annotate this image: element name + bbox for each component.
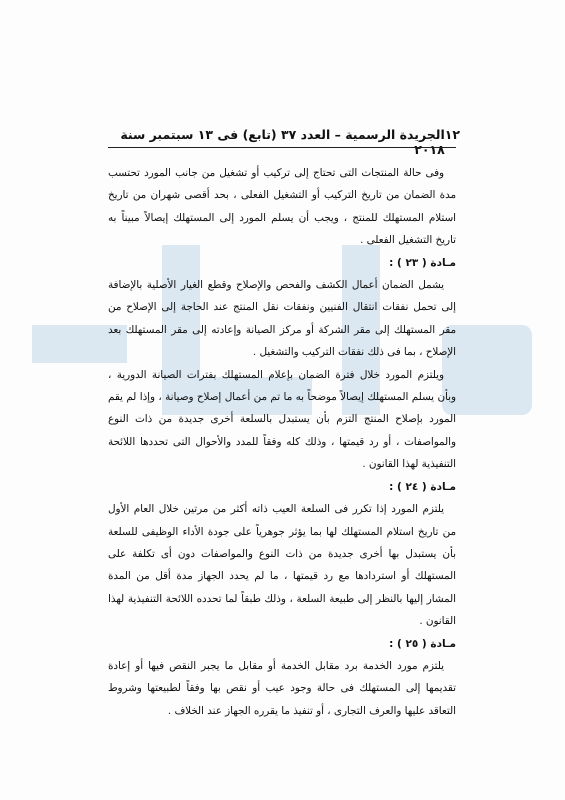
- article-heading: مـادة ( ٢٥ ) :: [389, 637, 456, 650]
- paragraph: يشمل الضمان أعمال الكشف والفحص والإصلاح وقطع الغيار الأصلية بالإضافة إلى تحمل نفقات انتقال الفنيين ونفقات نقل المنتج عند الحاجة إلى الإصلاح من مقر المستهلك إلى مقر الشركة أو مركز الصيانة وإعادته إلى مقر المستهلك بعد الإصلاح ، بما فى ذلك نفقات التركيب والتشغيل .: [108, 279, 456, 359]
- running-header: [110, 127, 460, 157]
- page-number: ١٢: [444, 127, 460, 142]
- paragraph: يلتزم مورد الخدمة برد مقابل الخدمة أو مقابل ما يجبر النقص فيها أو إعادة تقديمها إلى المستهلك فى حالة وجود عيب أو نقص بها وفقاً لطبيعتها وشروط التعاقد عليها والعرف التجارى ، أو تنفيذ ما يقرره الجهاز عند الخلاف .: [108, 659, 456, 717]
- running-title: الجريدة الرسمية – العدد ٣٧ (تابع) فى ١٣ سبتمبر سنة ٢٠١٨: [120, 127, 445, 157]
- paragraph: ويلتزم المورد خلال فترة الضمان بإعلام المستهلك بفترات الصيانة الدورية ، وبأن يسلم المستهلك إيصالاً موضحاً به ما تم من أعمال إصلاح وصيانة ، وإذا لم يقم المورد بإصلاح المنتج التزم بأن يستبدل بالسلعة أخرى جديدة من ذات النوع والمواصفات ، أو رد قيمتها ، وذلك كله وفقاً للمدد والأحوال التى تحددها اللائحة التنفيذية لهذا القانون .: [108, 368, 456, 471]
- header-rule: [108, 147, 456, 148]
- article-heading: مـادة ( ٢٣ ) :: [389, 256, 456, 269]
- paragraph: وفى حالة المنتجات التى تحتاج إلى تركيب أو تشغيل من جانب المورد تحتسب مدة الضمان من تاريخ التركيب أو التشغيل الفعلى ، بحد أقصى شهران من تاريخ استلام المستهلك للمنتج ، ويجب أن يسلم المورد إلى المستهلك إيصالاً مبيناً به تاريخ التشغيل الفعلى .: [108, 167, 456, 247]
- paragraph: يلتزم المورد إذا تكرر فى السلعة العيب ذاته أكثر من مرتين خلال العام الأول من تاريخ استلام المستهلك لها بما يؤثر جوهرياً على جودة الأداء الوظيفى للسلعة بأن يستبدل بها أخرى جديدة من ذات النوع والمواصفات دون أى تكلفة على المستهلك أو استردادها مع رد قيمتها ، ما لم يحدد الجهاز مدة أقل من المدة المشار إليها بالنظر إلى طبيعة السلعة ، وذلك طبقاً لما تحدده اللائحة التنفيذية لهذا القانون .: [108, 503, 456, 628]
- document-body: [108, 162, 456, 722]
- article-heading: مـادة ( ٢٤ ) :: [389, 480, 456, 493]
